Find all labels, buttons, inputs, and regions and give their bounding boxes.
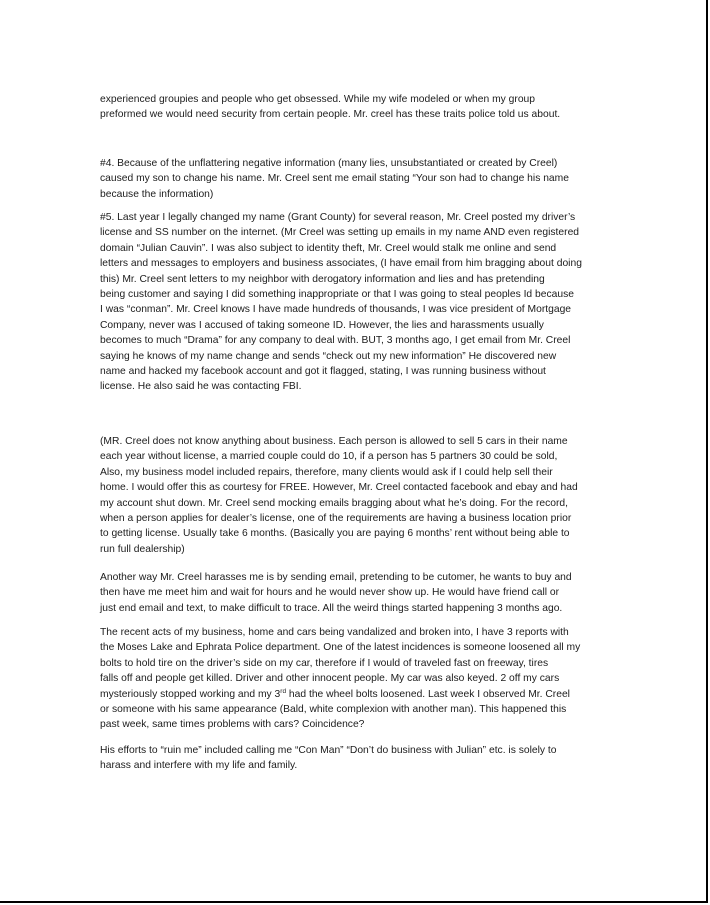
text-line: being customer and saying I did something inappropriate or that I was going to steal peoples Id because	[100, 289, 574, 301]
text-line: becomes to much “Drama” for any company to deal with. BUT, 3 months ago, I get email from Mr. Creel	[100, 335, 571, 347]
text-line: this) Mr. Creel sent letters to my neighbor with derogatory information and lies and has pretending	[100, 273, 545, 285]
text-line: past week, same times problems with cars? Coincidence?	[100, 719, 365, 731]
text-line: I was “conman”. Mr. Creel knows I have made hundreds of thousands, I was vice president of Mortgage	[100, 304, 572, 316]
text-line: domain “Julian Cauvin”. I was also subject to identity theft, Mr. Creel would stalk me online and send	[100, 242, 557, 254]
text-line: run full dealership)	[100, 543, 185, 555]
paragraph-security	[100, 92, 610, 123]
text-line: or someone with his same appearance (Bald, white complexion with another man). This happened this	[100, 704, 567, 716]
paragraph-vandalism	[100, 625, 610, 733]
text-line: bolts to hold tire on the driver’s side on my car, therefore if I would of traveled fast on freeway, tires	[100, 657, 549, 669]
text-line: experienced groupies and people who get obsessed. While my wife modeled or when my group	[100, 94, 536, 105]
text-line: harass and interfere with my life and family.	[100, 760, 298, 772]
text-line: then have me meet him and wait for hours and he would never show up. He would have friend call or	[100, 587, 560, 599]
text-line: Another way Mr. Creel harasses me is by sending email, pretending to be cutomer, he wants to buy and	[100, 572, 572, 583]
text-segment: mysteriously stopped working and my 3	[100, 688, 281, 700]
text-line: the Moses Lake and Ephrata Police department. One of the latest incidences is someone loosened all my	[100, 642, 581, 654]
paragraph-fake-customer	[100, 570, 610, 616]
text-line: saying he knows of my name change and sends “check out my new information” He discovered new	[100, 350, 557, 362]
text-line: (MR. Creel does not know anything about business. Each person is allowed to sell 5 cars in their name	[100, 436, 568, 447]
text-line: His efforts to “ruin me” included calling me “Con Man” “Don’t do business with Julian” etc. is solely to	[100, 745, 557, 756]
text-line: to getting license. Usually take 6 months. (Basically you are paying 6 months’ rent without being able to	[100, 528, 570, 540]
ordinal-superscript: rd	[280, 687, 287, 695]
text-line: caused my son to change his name. Mr. Creel sent me email stating “Your son had to change his name	[100, 173, 569, 185]
text-line: Also, my business model included repairs, therefore, many clients would ask if I could help sell their	[100, 466, 553, 478]
paragraph-business-note	[100, 434, 610, 557]
text-line: my account shut down. Mr. Creel send mocking emails bragging about what he’s doing. For the record,	[100, 497, 568, 509]
text-line: when a person applies for dealer’s license, one of the requirements are having a business location prior	[100, 513, 572, 525]
text-line: each year without license, a married couple could do 10, if a person has 5 partners 30 could be sold,	[100, 451, 558, 463]
text-line: falls off and people get killed. Driver and other innocent people. My car was also keyed. 2 off my cars	[100, 673, 560, 685]
text-line: just end email and text, to make difficult to trace. All the weird things started happening 3 months ago.	[100, 602, 563, 614]
paragraph-item-5	[100, 210, 610, 395]
paragraph-ruin-me	[100, 743, 610, 774]
text-line: The recent acts of my business, home and cars being vandalized and broken into, I have 3 reports with	[100, 627, 569, 638]
text-line: preformed we would need security from certain people. Mr. creel has these traits police told us about.	[100, 109, 561, 121]
text-line: letters and messages to employers and business associates, (I have email from him bragging about doing	[100, 258, 582, 270]
text-line: name and hacked my facebook account and got it flagged, stating, I was running business without	[100, 366, 546, 378]
text-line	[100, 687, 610, 702]
text-line: license. He also said he was contacting FBI.	[100, 381, 302, 393]
text-line: #4. Because of the unflattering negative information (many lies, unsubstantiated or created by Creel)	[100, 158, 558, 169]
text-line: home. I would offer this as courtesy for FREE. However, Mr. Creel contacted facebook and ebay and had	[100, 482, 578, 494]
text-line: #5. Last year I legally changed my name (Grant County) for several reason, Mr. Creel posted my driver’s	[100, 212, 576, 223]
text-line: license and SS number on the internet. (Mr Creel was setting up emails in my name AND even registered	[100, 227, 580, 239]
text-line: because the information)	[100, 188, 214, 200]
text-segment: had the wheel bolts loosened. Last week I observed Mr. Creel	[286, 688, 570, 700]
text-line: Company, never was I accused of taking someone ID. However, the lies and harassments usually	[100, 319, 544, 331]
paragraph-item-4	[100, 156, 610, 202]
